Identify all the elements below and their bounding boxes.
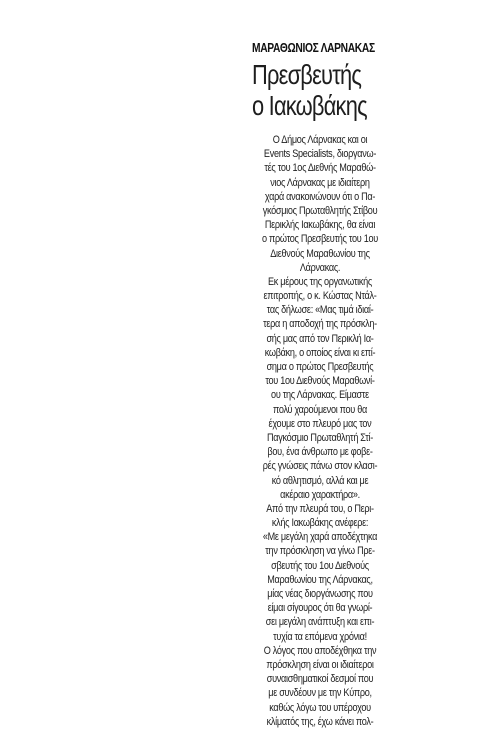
body-line: σής μας από τον Περικλή Ια- [266, 332, 374, 345]
body-line: Λάρνακας. [299, 261, 341, 274]
body-line: την πρόσκληση να γίνω Πρε- [265, 545, 375, 558]
body-line: μίας νέας διοργάνωσης που [267, 588, 373, 600]
body-line: συναισθηματικοί δεσμοί που [266, 673, 374, 686]
body-line: πρόσκληση είναι οι ιδιαίτεροι [266, 658, 374, 671]
body-line: νιος Λάρνακας με ιδιαίτερη [270, 176, 370, 189]
body-line: καθώς λόγω του υπέροχου [269, 701, 371, 714]
body-line: Περικλής Ιακωβάκης, θα είναι [264, 219, 376, 232]
body-line: ακέραιο χαρακτήρα». [280, 488, 360, 501]
body-line: χαρά ανακοινώνουν ότι ο Πα- [264, 190, 376, 203]
headline-line: Πρεσβευτής [252, 59, 362, 90]
article-body [252, 133, 388, 729]
body-line: κό αθλητισμό, αλλά και με [271, 474, 369, 487]
body-line: Ο Δήμος Λάρνακας και οι [272, 134, 368, 146]
article-headline [252, 59, 367, 121]
body-line: Μαραθωνίου της Λάρνακας, [267, 573, 373, 586]
body-line: πολύ χαρούμενοι που θα [273, 403, 367, 416]
body-line: τερα η αποδοχή της πρόσκλη- [263, 318, 377, 331]
body-line: βου, ένα άνθρωπο με φοβε- [267, 446, 373, 459]
body-line: με συνδέουν με την Κύπρο, [268, 687, 372, 700]
body-line: ου της Λάρνακας. Είμαστε [271, 389, 369, 402]
body-line: γκόσμιος Πρωταθλητής Στίβου [262, 204, 378, 217]
body-line: κωβάκη, ο οποίος είναι κι επί- [264, 346, 376, 359]
body-line: Από την πλευρά του, ο Περι- [266, 502, 374, 515]
newspaper-clipping [252, 40, 388, 728]
body-line: σει μεγάλη ανάπτυξη και επι- [265, 616, 375, 629]
body-line: Εκ μέρους της οργανωτικής [268, 275, 372, 288]
body-line: επιτροπής, ο κ. Κώστας Ντάλ- [263, 290, 377, 303]
body-line: κλίματός της, έχω κάνει πολ- [266, 715, 374, 728]
body-line: ρές γνώσεις πάνω στον κλασι- [262, 460, 378, 473]
body-line: είμαι σίγουρος ότι θα γνωρί- [267, 602, 373, 615]
body-line: τας δήλωσε: «Μας τιμά ιδιαί- [266, 304, 374, 317]
body-line: σβευτής του 1ου Διεθνούς [271, 559, 369, 572]
body-line: Ο λόγος που αποδέχθηκα την [263, 644, 377, 657]
body-line: Παγκόσμιο Πρωταθλητή Στί- [267, 431, 373, 444]
body-line: τές του 1ος Διεθνής Μαραθώ- [264, 162, 376, 175]
article-kicker: ΜΑΡΑΘΩΝΙΟΣ ΛΑΡΝΑΚΑΣ [252, 41, 375, 55]
body-line: του 1ου Διεθνούς Μαραθωνί- [265, 375, 375, 388]
body-line: έχουμε στο πλευρό μας τον [268, 417, 372, 430]
body-line: κλής Ιακωβάκης ανέφερε: [271, 517, 369, 530]
body-line: ο πρώτος Πρεσβευτής του 1ου [262, 233, 378, 246]
body-line: Διεθνούς Μαραθωνίου της [270, 247, 370, 260]
body-line: σημα ο πρώτος Πρεσβευτής [266, 361, 374, 373]
headline-line: ο Ιακωβάκης [252, 90, 367, 121]
body-line: τυχία τα επόμενα χρόνια! [273, 630, 367, 643]
body-line: Events Specialists, διοργανω- [263, 148, 377, 161]
body-line: «Με μεγάλη χαρά αποδέχτηκα [262, 531, 378, 544]
